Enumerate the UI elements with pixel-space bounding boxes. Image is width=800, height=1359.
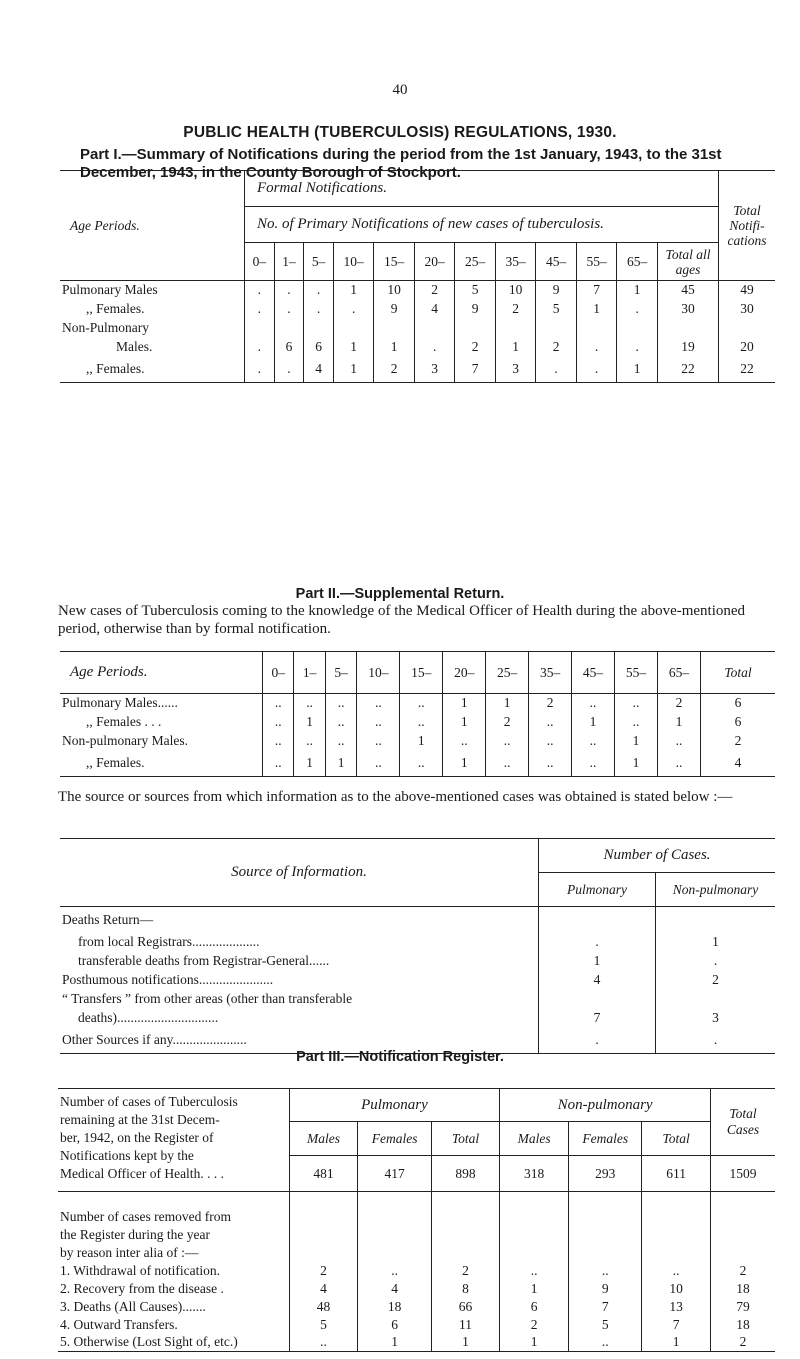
col-header-total: Total	[701, 652, 776, 694]
row-value: 5	[455, 281, 495, 300]
row-value: .	[274, 357, 304, 383]
subheader-total: Total	[431, 1122, 499, 1156]
row-value: 1	[333, 281, 373, 300]
row-value: 22	[658, 357, 719, 383]
register-value: 318	[500, 1156, 569, 1192]
row-value: 6	[701, 694, 776, 713]
nonpulmonary-group-header: Non-pulmonary	[500, 1089, 711, 1122]
row-label: ,, Females.	[86, 301, 145, 316]
row-value	[304, 319, 334, 338]
register-value: 417	[358, 1156, 431, 1192]
removed-value: 2	[500, 1316, 569, 1334]
row-label: Non-pulmonary Males.	[62, 733, 188, 748]
part1-row	[60, 338, 775, 357]
removed-label: 4. Outward Transfers.	[60, 1316, 178, 1332]
row-value	[455, 319, 495, 338]
row-value: .	[536, 357, 576, 383]
row-value: ..	[357, 732, 400, 751]
col-header: 15–	[400, 652, 443, 694]
row-value: ..	[486, 732, 529, 751]
removed-value: ..	[358, 1262, 431, 1280]
source-pulmonary: .	[539, 1028, 656, 1054]
row-value: 1	[325, 751, 356, 777]
nonpulmonary-header: Non-pulmonary	[656, 873, 776, 907]
part1-row	[60, 300, 775, 319]
removed-row	[58, 1334, 775, 1352]
col-header: 25–	[486, 652, 529, 694]
row-value: 3	[495, 357, 535, 383]
row-value: ..	[614, 694, 657, 713]
removed-value: ..	[289, 1334, 358, 1352]
source-intro: The source or sources from which information as to the above-mentioned cases was obtained is stated below :—	[58, 789, 733, 805]
source-pulmonary: 1	[539, 952, 656, 971]
row-value: .	[414, 338, 454, 357]
row-value: 2	[374, 357, 414, 383]
removed-row	[58, 1280, 775, 1298]
row-value: 1	[443, 694, 486, 713]
row-total: 20	[719, 338, 776, 357]
source-of-information-table	[60, 838, 775, 1054]
row-value	[333, 319, 373, 338]
removed-value: 6	[500, 1298, 569, 1316]
source-nonpulmonary: 2	[656, 971, 776, 990]
row-total: 30	[719, 300, 776, 319]
removed-value: 10	[642, 1280, 710, 1298]
row-value: ..	[657, 751, 700, 777]
row-label: ,, Females.	[86, 755, 145, 771]
row-value: 4	[701, 751, 776, 777]
removed-value: 66	[431, 1298, 499, 1316]
row-value: ..	[572, 732, 615, 751]
row-value: 2	[536, 338, 576, 357]
row-value	[245, 319, 275, 338]
row-value: 2	[657, 694, 700, 713]
removed-label-row	[58, 1208, 775, 1262]
row-value	[495, 319, 535, 338]
row-value: .	[617, 338, 658, 357]
source-label: transferable deaths from Registrar-General......	[78, 953, 330, 968]
row-value: 1	[443, 713, 486, 732]
source-label: Deaths Return—	[62, 911, 154, 927]
register-label-line: ber, 1942, on the Register of	[60, 1130, 214, 1145]
col-header: 45–	[536, 243, 576, 281]
source-row	[60, 907, 775, 933]
source-nonpulmonary	[656, 907, 776, 933]
removed-value: 1	[500, 1334, 569, 1352]
row-value: 1	[614, 751, 657, 777]
row-label: ,, Females.	[86, 361, 145, 377]
row-value: 2	[414, 281, 454, 300]
pulmonary-group-header: Pulmonary	[289, 1089, 500, 1122]
age-periods-header: Age Periods.	[70, 664, 148, 680]
row-value: 1	[614, 732, 657, 751]
removed-value: 13	[642, 1298, 710, 1316]
row-value: ..	[486, 751, 529, 777]
row-value: ..	[263, 751, 294, 777]
col-header: 0–	[245, 243, 275, 281]
source-row	[60, 990, 775, 1009]
row-label: Non-Pulmonary	[62, 320, 149, 335]
row-value: ..	[263, 732, 294, 751]
row-value: 9	[455, 300, 495, 319]
removed-value: 2	[710, 1334, 775, 1352]
source-row	[60, 952, 775, 971]
col-header: 15–	[374, 243, 414, 281]
removed-value: 7	[569, 1298, 642, 1316]
register-value: 481	[289, 1156, 358, 1192]
formal-notifications-header: Formal Notifications.	[245, 171, 719, 207]
row-value	[536, 319, 576, 338]
row-value: 1	[333, 338, 373, 357]
row-value: 6	[274, 338, 304, 357]
removed-value: 7	[642, 1316, 710, 1334]
subheader-males: Males	[289, 1122, 358, 1156]
col-header: 45–	[572, 652, 615, 694]
row-value: ..	[325, 713, 356, 732]
row-value: 1	[400, 732, 443, 751]
part3-heading: Part III.—Notification Register.	[296, 1049, 504, 1065]
source-nonpulmonary: .	[656, 952, 776, 971]
row-value: 6	[304, 338, 334, 357]
row-value: 9	[536, 281, 576, 300]
register-label	[58, 1089, 289, 1192]
removed-label: 3. Deaths (All Causes).......	[60, 1298, 206, 1314]
removed-value: ..	[500, 1262, 569, 1280]
source-label: “ Transfers ” from other areas (other than transferable	[62, 991, 353, 1006]
row-value: 1	[495, 338, 535, 357]
row-total	[719, 319, 776, 338]
removed-value: 1	[642, 1334, 710, 1352]
pulmonary-header: Pulmonary	[539, 873, 656, 907]
removed-value: 1	[431, 1334, 499, 1352]
register-value: 611	[642, 1156, 710, 1192]
subheader-females: Females	[358, 1122, 431, 1156]
part2-column-headers	[60, 652, 775, 694]
row-value: .	[274, 281, 304, 300]
row-value: .	[245, 281, 275, 300]
row-label: Pulmonary Males	[62, 282, 158, 298]
row-value: 1	[572, 713, 615, 732]
row-value: ..	[357, 713, 400, 732]
row-value: .	[617, 300, 658, 319]
row-value: .	[304, 300, 334, 319]
row-value: 1	[576, 300, 616, 319]
row-value: 30	[658, 300, 719, 319]
part2-intro: New cases of Tuberculosis coming to the knowledge of the Medical Officer of Health during the above-mentioned period, otherwise than by formal notification.	[58, 603, 746, 637]
removed-value: 4	[289, 1280, 358, 1298]
row-value: 2	[486, 713, 529, 732]
source-nonpulmonary: 1	[656, 933, 776, 952]
removed-label: 2. Recovery from the disease .	[60, 1280, 224, 1296]
removed-value: ..	[569, 1334, 642, 1352]
source-pulmonary	[539, 907, 656, 933]
row-value: .	[576, 357, 616, 383]
row-value: ..	[529, 751, 572, 777]
row-value: 10	[374, 281, 414, 300]
row-value: ..	[400, 713, 443, 732]
col-header: 35–	[529, 652, 572, 694]
row-value	[576, 319, 616, 338]
row-value: ..	[294, 732, 325, 751]
row-total: 22	[719, 357, 776, 383]
removed-label: 5. Otherwise (Lost Sight of, etc.)	[60, 1334, 238, 1350]
subheader-males: Males	[500, 1122, 569, 1156]
document-title: PUBLIC HEALTH (TUBERCULOSIS) REGULATIONS, 1930.	[183, 124, 617, 141]
row-value	[274, 319, 304, 338]
removed-label: 1. Withdrawal of notification.	[60, 1262, 221, 1278]
row-total: 49	[719, 281, 776, 300]
removed-row	[58, 1298, 775, 1316]
row-value: ..	[657, 732, 700, 751]
col-header: 10–	[333, 243, 373, 281]
row-value: ..	[443, 732, 486, 751]
row-value: ..	[400, 751, 443, 777]
source-row	[60, 971, 775, 990]
removed-row	[58, 1262, 775, 1280]
row-value: 4	[414, 300, 454, 319]
removed-label-line: Number of cases removed from	[60, 1208, 231, 1224]
subheader-females: Females	[569, 1122, 642, 1156]
removed-value: 18	[710, 1316, 775, 1334]
removed-value: 8	[431, 1280, 499, 1298]
row-value: 7	[455, 357, 495, 383]
removed-label	[58, 1208, 289, 1262]
row-value: ..	[263, 713, 294, 732]
register-value: 293	[569, 1156, 642, 1192]
row-value: 5	[536, 300, 576, 319]
row-value: 1	[617, 357, 658, 383]
part1-notifications-table	[60, 170, 775, 383]
removed-value: 4	[358, 1280, 431, 1298]
part2-row	[60, 694, 775, 713]
source-row	[60, 1009, 775, 1028]
row-value: .	[576, 338, 616, 357]
source-label: Other Sources if any......................	[62, 1032, 247, 1048]
col-header: 55–	[576, 243, 616, 281]
col-header: 55–	[614, 652, 657, 694]
total-notifications-header: Total Notifi- cations	[719, 171, 776, 281]
part2-heading: Part II.—Supplemental Return.	[295, 586, 505, 602]
row-value: ..	[400, 694, 443, 713]
removed-value: 18	[710, 1280, 775, 1298]
source-pulmonary	[539, 990, 656, 1009]
part2-supplemental-table	[60, 651, 775, 777]
removed-value: 18	[358, 1298, 431, 1316]
register-label-line: Number of cases of Tuberculosis	[60, 1094, 238, 1109]
source-header: Source of Information.	[231, 864, 367, 880]
row-value: .	[274, 300, 304, 319]
source-nonpulmonary: 3	[656, 1009, 776, 1028]
source-label: deaths)..............................	[78, 1010, 219, 1025]
row-value: 6	[701, 713, 776, 732]
row-value	[617, 319, 658, 338]
part3-register-table	[58, 1088, 775, 1352]
removed-label-line: by reason inter alia of :—	[60, 1244, 199, 1260]
row-value: 19	[658, 338, 719, 357]
total-cases-header: Total Cases	[710, 1089, 775, 1156]
row-value: 1	[657, 713, 700, 732]
removed-value: 1	[358, 1334, 431, 1352]
row-value: .	[245, 338, 275, 357]
row-value: ..	[357, 694, 400, 713]
row-value: ..	[294, 694, 325, 713]
col-header: 5–	[304, 243, 334, 281]
source-row	[60, 933, 775, 952]
row-value: .	[245, 357, 275, 383]
removed-value: 2	[710, 1262, 775, 1280]
number-of-cases-header: Number of Cases.	[539, 839, 776, 873]
row-value: 1	[294, 713, 325, 732]
register-value: 898	[431, 1156, 499, 1192]
row-value: 2	[529, 694, 572, 713]
col-header: 1–	[294, 652, 325, 694]
part2-row	[60, 732, 775, 751]
removed-value: 48	[289, 1298, 358, 1316]
row-value: .	[333, 300, 373, 319]
col-header: 20–	[443, 652, 486, 694]
row-value: ..	[263, 694, 294, 713]
row-label: Males.	[116, 339, 153, 354]
removed-value: 5	[289, 1316, 358, 1334]
part2-row	[60, 751, 775, 777]
row-value: 1	[617, 281, 658, 300]
row-value: .	[304, 281, 334, 300]
part2-row	[60, 713, 775, 732]
row-value: 2	[701, 732, 776, 751]
part1-row	[60, 319, 775, 338]
source-pulmonary: 4	[539, 971, 656, 990]
removed-value: ..	[569, 1262, 642, 1280]
removed-value: 9	[569, 1280, 642, 1298]
row-value: ..	[325, 694, 356, 713]
page-number: 40	[392, 82, 408, 98]
row-value: 45	[658, 281, 719, 300]
removed-row	[58, 1316, 775, 1334]
row-value: 2	[495, 300, 535, 319]
row-value: 2	[455, 338, 495, 357]
row-value: ..	[529, 732, 572, 751]
row-value: 4	[304, 357, 334, 383]
part1-subtitle: Part I.—Summary of Notifications during the period from the 1st January, 1943, to the 31st December, 1943, in the County Borough of Stockport.	[80, 146, 722, 181]
source-nonpulmonary: .	[656, 1028, 776, 1054]
primary-notifications-header: No. of Primary Notifications of new cases of tuberculosis.	[245, 207, 719, 243]
register-value: 1509	[710, 1156, 775, 1192]
removed-value: 11	[431, 1316, 499, 1334]
row-value: 1	[443, 751, 486, 777]
source-label: from local Registrars....................	[78, 934, 260, 949]
row-value: ..	[614, 713, 657, 732]
row-value: 3	[414, 357, 454, 383]
removed-value: 6	[358, 1316, 431, 1334]
row-value: 10	[495, 281, 535, 300]
subheader-total: Total	[642, 1122, 710, 1156]
removed-value: 2	[431, 1262, 499, 1280]
col-header: 65–	[617, 243, 658, 281]
col-header: 5–	[325, 652, 356, 694]
register-label-line: remaining at the 31st Decem-	[60, 1112, 220, 1127]
row-value: 1	[294, 751, 325, 777]
row-value: 1	[374, 338, 414, 357]
row-value: ..	[572, 694, 615, 713]
source-nonpulmonary	[656, 990, 776, 1009]
part1-row	[60, 357, 775, 383]
removed-value: 1	[500, 1280, 569, 1298]
col-header: 35–	[495, 243, 535, 281]
row-value: ..	[572, 751, 615, 777]
col-header: 25–	[455, 243, 495, 281]
removed-value: 2	[289, 1262, 358, 1280]
col-header-total-all-ages: Total all ages	[658, 243, 719, 281]
row-value: 1	[333, 357, 373, 383]
row-value: ..	[357, 751, 400, 777]
row-value: ..	[325, 732, 356, 751]
col-header: 20–	[414, 243, 454, 281]
col-header: 65–	[657, 652, 700, 694]
part1-row	[60, 281, 775, 300]
row-value: 7	[576, 281, 616, 300]
row-label: ,, Females . . .	[86, 714, 162, 729]
removed-value: ..	[642, 1262, 710, 1280]
removed-label-line: the Register during the year	[60, 1226, 210, 1242]
row-value	[414, 319, 454, 338]
row-label: Pulmonary Males......	[62, 695, 178, 711]
removed-value: 79	[710, 1298, 775, 1316]
removed-value: 5	[569, 1316, 642, 1334]
age-periods-header: Age Periods.	[70, 217, 140, 233]
col-header: 10–	[357, 652, 400, 694]
row-value	[374, 319, 414, 338]
row-value: ..	[529, 713, 572, 732]
row-value: 9	[374, 300, 414, 319]
row-value	[658, 319, 719, 338]
source-pulmonary: 7	[539, 1009, 656, 1028]
col-header: 1–	[274, 243, 304, 281]
register-label-line: Medical Officer of Health. . . .	[60, 1166, 224, 1181]
row-value: 1	[486, 694, 529, 713]
col-header: 0–	[263, 652, 294, 694]
source-pulmonary: .	[539, 933, 656, 952]
row-value: .	[245, 300, 275, 319]
register-label-line: Notifications kept by the	[60, 1148, 194, 1163]
source-label: Posthumous notifications......................	[62, 972, 274, 987]
